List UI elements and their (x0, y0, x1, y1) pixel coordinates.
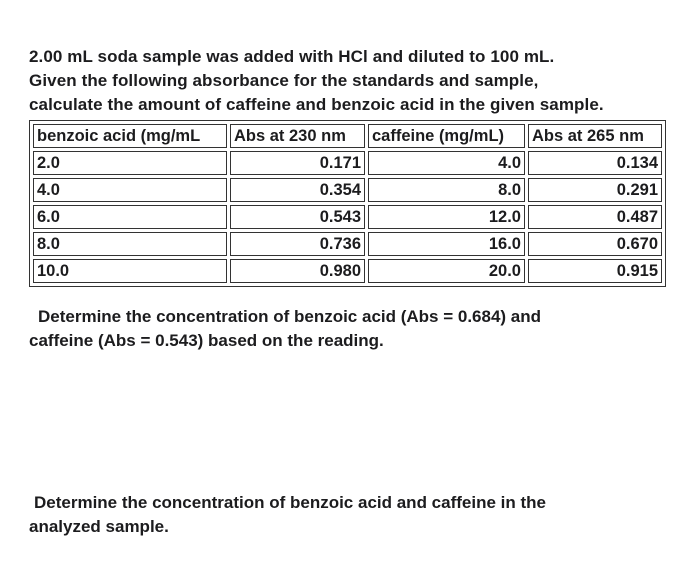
question-1 (29, 305, 689, 353)
table-header-row (33, 124, 662, 148)
abs-230-cell: 0.354 (230, 178, 365, 202)
abs-230-cell: 0.543 (230, 205, 365, 229)
table-row (33, 232, 662, 256)
abs-230-cell: 0.736 (230, 232, 365, 256)
table-row (33, 205, 662, 229)
table-row (33, 151, 662, 175)
caffeine-conc-cell: 20.0 (368, 259, 525, 283)
caffeine-conc-cell: 16.0 (368, 232, 525, 256)
abs-230-cell: 0.171 (230, 151, 365, 175)
header-abs-230: Abs at 230 nm (230, 124, 365, 148)
abs-230-cell: 0.980 (230, 259, 365, 283)
problem-line-2: Given the following absorbance for the standards and sample, (29, 71, 539, 90)
table-row (33, 178, 662, 202)
question-2 (29, 491, 689, 539)
question-2-line-1: Determine the concentration of benzoic acid and caffeine in the (34, 493, 546, 512)
abs-265-cell: 0.670 (528, 232, 662, 256)
benzoic-acid-conc-cell: 2.0 (33, 151, 227, 175)
question-1-line-2: caffeine (Abs = 0.543) based on the reading. (29, 331, 384, 350)
benzoic-acid-conc-cell: 10.0 (33, 259, 227, 283)
problem-statement (29, 45, 689, 117)
abs-265-cell: 0.134 (528, 151, 662, 175)
caffeine-conc-cell: 8.0 (368, 178, 525, 202)
abs-265-cell: 0.291 (528, 178, 662, 202)
question-1-line-1: Determine the concentration of benzoic acid (Abs = 0.684) and (38, 307, 542, 326)
header-abs-265: Abs at 265 nm (528, 124, 662, 148)
abs-265-cell: 0.487 (528, 205, 662, 229)
standards-table (29, 120, 666, 287)
benzoic-acid-conc-cell: 8.0 (33, 232, 227, 256)
caffeine-conc-cell: 4.0 (368, 151, 525, 175)
caffeine-conc-cell: 12.0 (368, 205, 525, 229)
benzoic-acid-conc-cell: 6.0 (33, 205, 227, 229)
question-2-line-2: analyzed sample. (29, 517, 169, 536)
header-benzoic-acid-conc: benzoic acid (mg/mL (33, 124, 227, 148)
problem-line-1: 2.00 mL soda sample was added with HCl and diluted to 100 mL. (29, 47, 555, 66)
abs-265-cell: 0.915 (528, 259, 662, 283)
benzoic-acid-conc-cell: 4.0 (33, 178, 227, 202)
header-caffeine-conc: caffeine (mg/mL) (368, 124, 525, 148)
problem-line-3: calculate the amount of caffeine and benzoic acid in the given sample. (29, 95, 604, 114)
table-row (33, 259, 662, 283)
